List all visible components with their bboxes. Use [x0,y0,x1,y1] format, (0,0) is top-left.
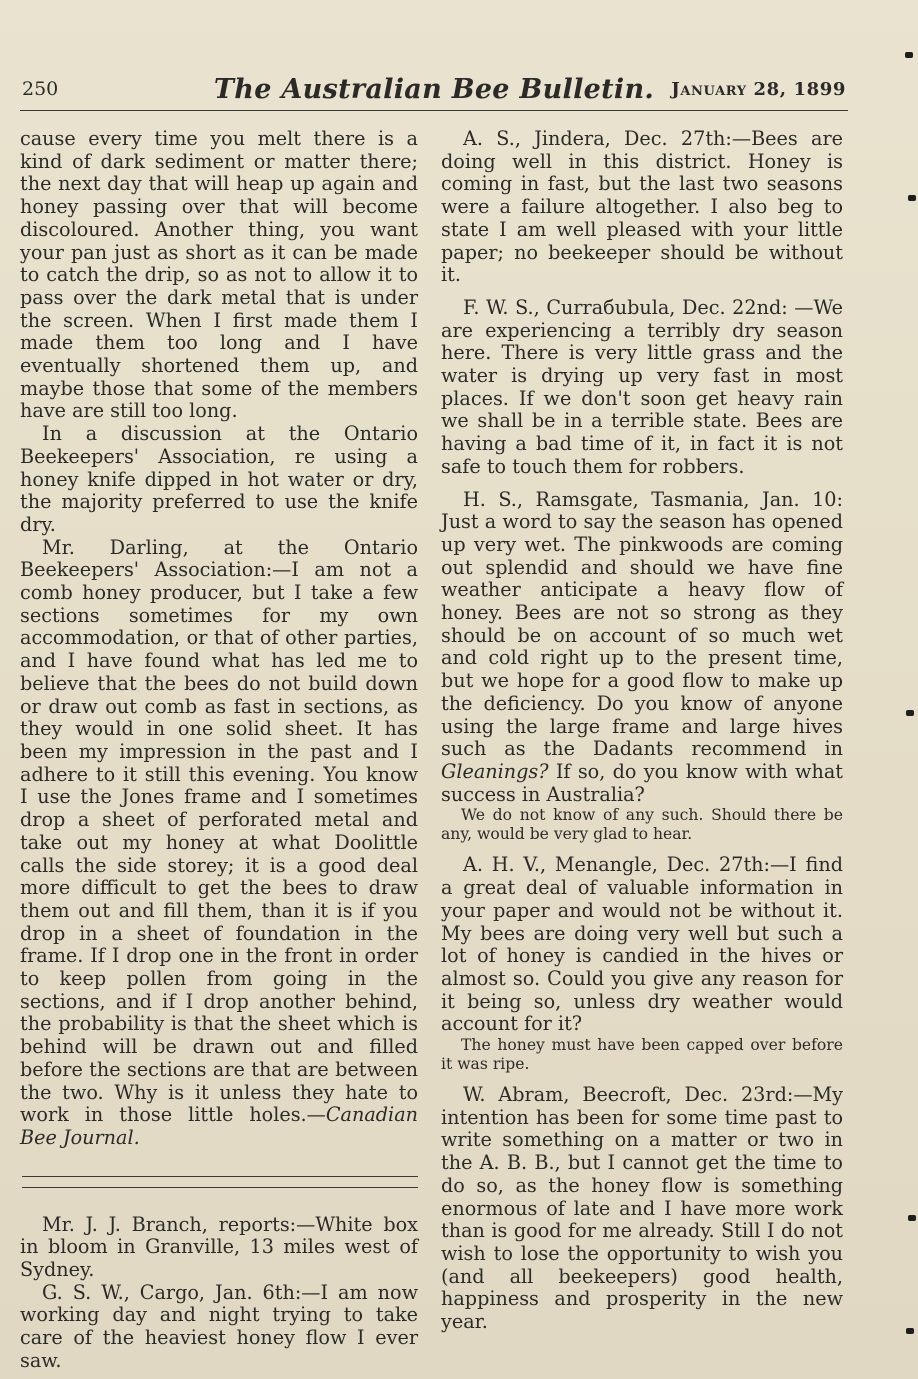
margin-mark [906,1328,914,1334]
left-column [20,128,418,1373]
paragraph-darling [20,537,418,1150]
editor-reply-text: We do not know of any such. Should there be any, would be very glad to hear. [441,806,843,844]
report-cargo: G. S. W., Cargo, Jan. 6th:—I am now working day and night trying to take care of the heaviest honey flow I ever saw. [20,1280,418,1372]
page-header [22,74,846,110]
margin-mark [905,52,913,58]
editor-reply-2 [441,1036,843,1074]
ramsgate-text-a: H. S., Ramsgate, Tasmania, Jan. 10: Just a word to say the season has opened up very wet. The pinkwoods are coming out splendid and should we have fine weather anticipate a heavy flow of honey. Bees are not so strong as they should be on account of so much wet and cold right up to the present time, but we hope for a good flow to make up the deficiency. Do you know of anyone using the large frame and large hives such as the Dadants recommend in [441,487,843,761]
margin-mark [908,1215,916,1221]
page-number: 250 [22,78,59,100]
issue-date: January 28, 1899 [671,79,846,100]
paragraph-continued: cause every time you melt there is a kind of dark sediment or matter there; the next day that will heap up again and honey passing over that will become discoloured. Another thing, you want your pan just as short as it can be made to catch the drip, so as not to allow it to pass over the dark metal that is under the screen. When I first made them I made them too long and I have eventually shortened them up, and maybe those that some of the members have are still too long. [20,127,418,423]
report-branch: Mr. J. J. Branch, reports:—White box in bloom in Granville, 13 miles west of Sydney. [20,1212,418,1282]
report-beecroft: W. Abram, Beecroft, Dec. 23rd:—My intention has been for some time past to write something on a matter or two in the A. B. B., but I cannot get the time to do so, as the honey flow is something enormous of late and I have more work than is good for me already. Still I do not wish to lose the opportunity to wish you (and all beekeepers) good health, happiness and prosperity in the new year. [441,1083,843,1334]
editor-reply-text: The honey must have been capped over before it was ripe. [441,1036,843,1074]
source-citation: —Canadian Bee Journal. [20,1103,418,1149]
journal-title: The Australian Bee Bulletin. [213,74,655,105]
section-divider [22,1176,418,1190]
darling-text: Mr. Darling, at the Ontario Beekeepers' Association:—I am not a comb honey producer, but I take a few sections sometimes for my own accommodation, or that of other parties, and I have found what has led me to believe that the bees do not build down or draw out comb as fast in sections, as they would in one solid sheet. It has been my impression in the past and I adhere to it still this evening. You know I use the Jones frame and I sometimes drop a sheet of perforated metal and take out my honey at what Doolittle calls the side storey; it is a good deal more difficult to get the bees to draw them out and fill them, than it is if you drop in a sheet of foundation in the frame. If I drop one in the front in order to keep pollen from going in the sections, and if I drop another behind, the probability is that the sheet which is behind will be drawn out and filled before the sections are that are between the two. Why is it unless they hate to work in those little holes. [20,535,418,1127]
report-ramsgate [441,489,843,807]
margin-mark [908,195,916,201]
gleanings-title: Gleanings? [441,759,549,783]
report-menangle: A. H. V., Menangle, Dec. 27th:—I find a great deal of valuable information in your paper and would not be without it. My bees are doing very well but such a lot of honey is candied in the hives or almost so. Could you give any reason for it being so, unless dry weather would account for it? [441,853,843,1036]
paragraph-honey-knife: In a discussion at the Ontario Beekeepers' Association, re using a honey knife dipped in hot water or dry, the majority preferred to use the knife dry. [20,422,418,536]
header-rule [20,110,848,111]
ramsgate-text-b: If so, do you know with what success in Australia? [441,759,843,806]
report-jindera: A. S., Jindera, Dec. 27th:—Bees are doing well in this district. Honey is coming in fast, but the last two seasons were a failure altogether. I also beg to state I am well pleased with your little paper; no beekeeper should be without it. [441,127,843,287]
report-curraбubula: F. W. S., Curraбubula, Dec. 22nd: —We are experiencing a terribly dry season here. There is very little grass and the water is drying up very fast in most places. If we don't soon get heavy rain we shall be in a terrible state. Bees are having a bad time of it, in fact it is not safe to touch them for robbers. [441,295,843,478]
margin-mark [906,710,914,716]
right-column [441,128,843,1334]
editor-reply-1 [441,806,843,844]
